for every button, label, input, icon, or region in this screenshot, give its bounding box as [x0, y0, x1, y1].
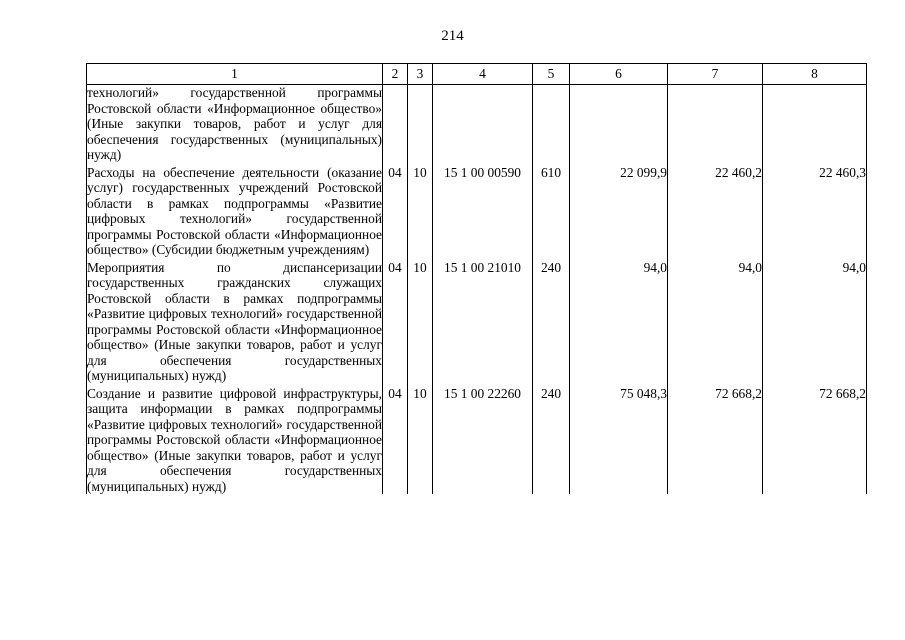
table-row [87, 163, 867, 258]
subsection-code [408, 85, 433, 163]
row-description: Создание и развитие цифровой инфраструктуры, защита информации в рамках подпрограммы «Развитие цифровых технологий» государственной программы Ростовской области «Информационное общество» (Иные закупки товаров, работ и услуг для обеспечения государственных (муниципальных) нужд) [87, 385, 382, 494]
amount-col-7: 72 668,2 [668, 384, 763, 495]
subsection-code: 10 [408, 258, 433, 384]
column-header-4: 4 [433, 64, 533, 85]
table-header-row [87, 64, 867, 85]
section-code: 04 [383, 163, 408, 258]
amount-col-8 [763, 85, 867, 163]
column-header-3: 3 [408, 64, 433, 85]
target-article-code: 15 1 00 21010 [433, 258, 533, 384]
column-header-6: 6 [570, 64, 668, 85]
expense-type-code: 240 [533, 258, 570, 384]
amount-col-8: 72 668,2 [763, 384, 867, 495]
target-article-code [433, 85, 533, 163]
amount-col-8: 94,0 [763, 258, 867, 384]
page-number: 214 [441, 28, 464, 44]
target-article-code: 15 1 00 22260 [433, 384, 533, 495]
amount-col-7: 22 460,2 [668, 163, 763, 258]
amount-col-6 [570, 85, 668, 163]
column-header-8: 8 [763, 64, 867, 85]
row-description: технологий» государственной программы Ростовской области «Информационное общество» (Иные закупки товаров, работ и услуг для обеспечения государственных (муниципальных) нужд) [87, 85, 382, 162]
row-description: Расходы на обеспечение деятельности (оказание услуг) государственных учреждений Ростовской области в рамках подпрограммы «Развитие цифровых технологий» государственной программы Ростовской области «Информационное общество» (Субсидии бюджетным учреждениям) [87, 164, 382, 257]
budget-table [86, 63, 867, 494]
table-row [87, 384, 867, 495]
amount-col-6: 22 099,9 [570, 163, 668, 258]
expense-type-code: 610 [533, 163, 570, 258]
column-header-2: 2 [383, 64, 408, 85]
expense-type-code [533, 85, 570, 163]
section-code: 04 [383, 258, 408, 384]
table-row [87, 85, 867, 163]
expense-type-code: 240 [533, 384, 570, 495]
section-code [383, 85, 408, 163]
amount-col-6: 75 048,3 [570, 384, 668, 495]
column-header-1: 1 [87, 64, 383, 85]
amount-col-7 [668, 85, 763, 163]
table-row [87, 258, 867, 384]
amount-col-6: 94,0 [570, 258, 668, 384]
row-description: Мероприятия по диспансеризации государственных гражданских служащих Ростовской области в рамках подпрограммы «Развитие цифровых технологий» государственной программы Ростовской области «Информационное общество» (Иные закупки товаров, работ и услуг для обеспечения государственных (муниципальных) нужд) [87, 259, 382, 383]
amount-col-8: 22 460,3 [763, 163, 867, 258]
target-article-code: 15 1 00 00590 [433, 163, 533, 258]
subsection-code: 10 [408, 163, 433, 258]
column-header-5: 5 [533, 64, 570, 85]
subsection-code: 10 [408, 384, 433, 495]
section-code: 04 [383, 384, 408, 495]
amount-col-7: 94,0 [668, 258, 763, 384]
column-header-7: 7 [668, 64, 763, 85]
